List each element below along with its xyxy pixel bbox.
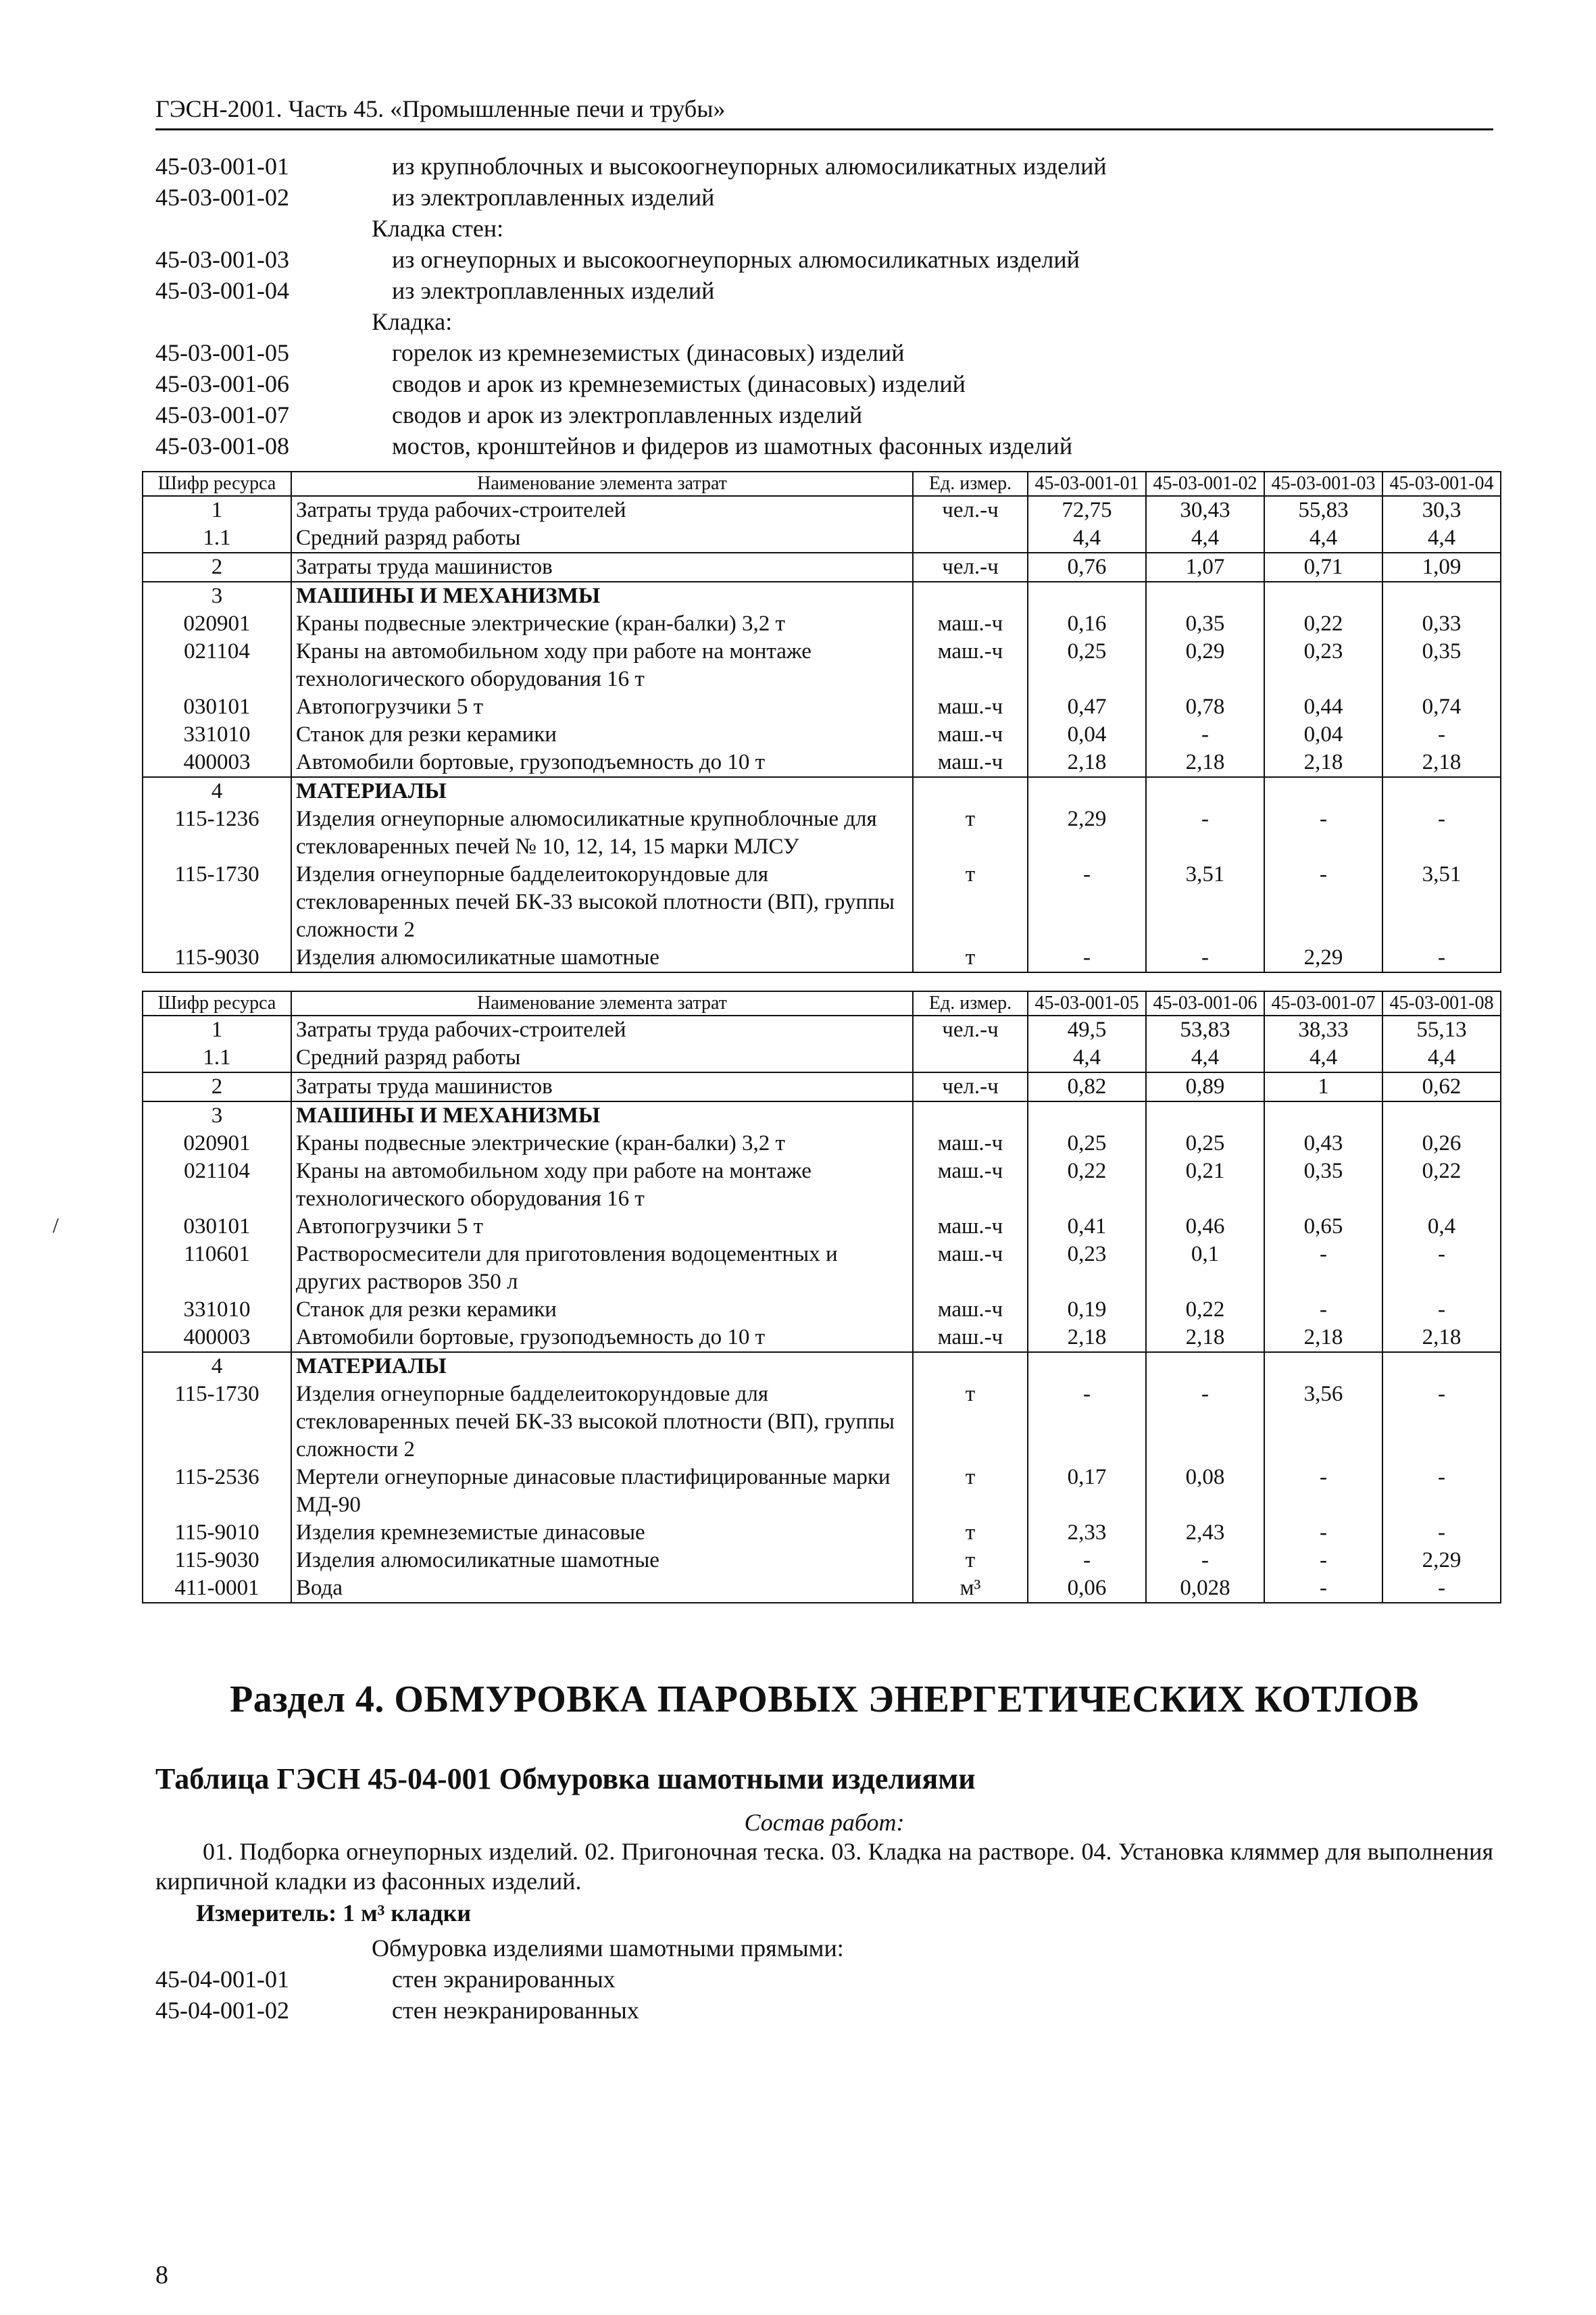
value-cell: - [1264, 861, 1382, 944]
norm-text: из электроплавленных изделий [392, 277, 715, 304]
value-cell: 0,22 [1146, 1296, 1264, 1324]
norm-code: 45-04-001-01 [155, 1966, 289, 1993]
value-cell: 2,18 [1264, 749, 1382, 777]
norm-code [155, 213, 372, 244]
value-cell: 0,22 [1382, 1158, 1501, 1213]
value-cell: - [1264, 1241, 1382, 1296]
cost-name-cell: Изделия огнеупорные бадделеитокорундовые для стекловаренных печей БК-33 высокой плотности (ВП), группы сложности 2 [291, 1380, 913, 1464]
table-row [143, 1072, 1501, 1101]
code-line [155, 1995, 1493, 2026]
resource-code-cell: 4 [143, 1352, 291, 1380]
table-row [143, 944, 1501, 972]
value-cell: - [1146, 721, 1264, 749]
value-cell: 0,35 [1382, 638, 1501, 693]
cost-name-cell: Изделия алюмосиликатные шамотные [291, 1547, 913, 1574]
norm-text: горелок из кремнеземистых (динасовых) изделий [392, 339, 905, 366]
value-cell: - [1382, 1380, 1501, 1464]
cost-name-cell: Мертели огнеупорные динасовые пластифицированные марки МД-90 [291, 1464, 913, 1519]
table-row [143, 610, 1501, 638]
table-row [143, 805, 1501, 861]
table-row [143, 1574, 1501, 1603]
table-row [143, 777, 1501, 805]
cost-name-cell: Затраты труда рабочих-строителей [291, 1016, 913, 1044]
value-cell: 0,25 [1028, 1130, 1146, 1158]
cost-name-cell: Автопогрузчики 5 т [291, 1213, 913, 1241]
value-cell: - [1382, 721, 1501, 749]
norm-code: 45-03-001-03 [155, 246, 289, 273]
page-number: 8 [155, 2261, 168, 2289]
value-cell [1382, 1352, 1501, 1380]
value-cell: 0,41 [1028, 1213, 1146, 1241]
value-cell: 0,47 [1028, 693, 1146, 721]
col-header-norm: 45-03-001-05 [1028, 991, 1146, 1016]
value-cell: 0,82 [1028, 1072, 1146, 1101]
value-cell: 2,18 [1146, 749, 1264, 777]
value-cell: - [1264, 1464, 1382, 1519]
stray-mark: / [53, 1213, 59, 1237]
value-cell: 0,35 [1146, 610, 1264, 638]
col-header-resource: Шифр ресурса [143, 991, 291, 1016]
unit-cell: маш.-ч [913, 1324, 1028, 1352]
norm-text: стен неэкранированных [392, 1997, 639, 2024]
col-header-norm: 45-03-001-06 [1146, 991, 1264, 1016]
value-cell: 0,44 [1264, 693, 1382, 721]
col-header-norm: 45-03-001-04 [1382, 472, 1501, 496]
cost-name-cell: Средний разряд работы [291, 1044, 913, 1072]
value-cell: 55,13 [1382, 1016, 1501, 1044]
value-cell: 2,18 [1382, 1324, 1501, 1352]
table-row [143, 1158, 1501, 1213]
unit-cell: чел.-ч [913, 496, 1028, 524]
unit-cell: чел.-ч [913, 1016, 1028, 1044]
unit-cell [913, 1044, 1028, 1072]
table-row [143, 582, 1501, 610]
value-cell: 4,4 [1028, 1044, 1146, 1072]
resource-code-cell: 2 [143, 1072, 291, 1101]
col-header-name: Наименование элемента затрат [291, 472, 913, 496]
cost-name-cell: МАТЕРИАЛЫ [291, 777, 913, 805]
value-cell: 0,46 [1146, 1213, 1264, 1241]
section-title: Раздел 4. ОБМУРОВКА ПАРОВЫХ ЭНЕРГЕТИЧЕСКИХ КОТЛОВ [230, 1678, 1419, 1720]
value-cell [1028, 1101, 1146, 1130]
value-cell [1382, 1101, 1501, 1130]
resource-code-cell: 021104 [143, 1158, 291, 1213]
col-header-resource: Шифр ресурса [143, 472, 291, 496]
cost-name-cell: Автомобили бортовые, грузоподъемность до 10 т [291, 1324, 913, 1352]
value-cell: - [1146, 805, 1264, 861]
value-cell: 0,22 [1028, 1158, 1146, 1213]
value-cell: 0,78 [1146, 693, 1264, 721]
value-cell: 0,23 [1264, 638, 1382, 693]
cost-name-cell: МАТЕРИАЛЫ [291, 1352, 913, 1380]
table-row [143, 721, 1501, 749]
table-row [143, 1130, 1501, 1158]
code-heading [155, 1933, 1493, 1964]
col-header-norm: 45-03-001-01 [1028, 472, 1146, 496]
value-cell: - [1146, 944, 1264, 972]
value-cell: 3,51 [1382, 861, 1501, 944]
norm-code: 45-04-001-02 [155, 1997, 289, 2024]
unit-cell [913, 777, 1028, 805]
value-cell: 53,83 [1146, 1016, 1264, 1044]
value-cell [1146, 1101, 1264, 1130]
value-cell: 0,22 [1264, 610, 1382, 638]
resource-code-cell: 3 [143, 582, 291, 610]
code-heading-text: Обмуровка изделиями шамотными прямыми: [372, 1935, 844, 1962]
value-cell: 4,4 [1382, 524, 1501, 553]
col-header-unit: Ед. измер. [913, 991, 1028, 1016]
value-cell: 0,04 [1264, 721, 1382, 749]
value-cell: - [1264, 805, 1382, 861]
value-cell: 0,028 [1146, 1574, 1264, 1603]
unit-cell [913, 582, 1028, 610]
code-line [155, 182, 1493, 213]
value-cell: 0,4 [1382, 1213, 1501, 1241]
value-cell: 2,18 [1028, 749, 1146, 777]
value-cell: 30,43 [1146, 496, 1264, 524]
value-cell: 0,25 [1146, 1130, 1264, 1158]
col-header-name: Наименование элемента затрат [291, 991, 913, 1016]
cost-name-cell: Затраты труда рабочих-строителей [291, 496, 913, 524]
value-cell [1382, 582, 1501, 610]
value-cell: 1 [1264, 1072, 1382, 1101]
value-cell: 2,29 [1028, 805, 1146, 861]
resource-code-cell: 331010 [143, 1296, 291, 1324]
value-cell: 2,29 [1382, 1547, 1501, 1574]
value-cell: 2,18 [1382, 749, 1501, 777]
value-cell: 0,06 [1028, 1574, 1146, 1603]
value-cell [1146, 582, 1264, 610]
norm-text: стен экранированных [392, 1966, 616, 1993]
table-row [143, 1101, 1501, 1130]
value-cell: 0,23 [1028, 1241, 1146, 1296]
resource-code-cell: 400003 [143, 1324, 291, 1352]
resource-code-cell: 115-1730 [143, 861, 291, 944]
value-cell: 3,56 [1264, 1380, 1382, 1464]
value-cell: 0,29 [1146, 638, 1264, 693]
unit-cell: т [913, 805, 1028, 861]
meter-label: Измеритель: 1 м³ кладки [196, 1899, 472, 1926]
code-heading [155, 306, 1493, 337]
value-cell: - [1028, 861, 1146, 944]
cost-name-cell: Изделия огнеупорные бадделеитокорундовые для стекловаренных печей БК-33 высокой плотности (ВП), группы сложности 2 [291, 861, 913, 944]
resource-code-cell: 3 [143, 1101, 291, 1130]
value-cell: - [1264, 1574, 1382, 1603]
unit-cell: т [913, 1464, 1028, 1519]
value-cell: 2,33 [1028, 1519, 1146, 1547]
value-cell: 4,4 [1028, 524, 1146, 553]
value-cell: 4,4 [1264, 1044, 1382, 1072]
code-line [155, 368, 1493, 399]
resource-code-cell: 115-9030 [143, 1547, 291, 1574]
document-page [155, 95, 1493, 2026]
cost-name-cell: Затраты труда машинистов [291, 1072, 913, 1101]
unit-cell: маш.-ч [913, 610, 1028, 638]
value-cell [1146, 777, 1264, 805]
unit-cell [913, 524, 1028, 553]
norm-text: сводов и арок из электроплавленных изделий [392, 401, 863, 428]
value-cell [1146, 1352, 1264, 1380]
value-cell: 0,43 [1264, 1130, 1382, 1158]
table-row [143, 1519, 1501, 1547]
value-cell: 0,17 [1028, 1464, 1146, 1519]
value-cell: 4,4 [1382, 1044, 1501, 1072]
value-cell: - [1264, 1547, 1382, 1574]
code-line [155, 244, 1493, 275]
resource-code-cell: 115-2536 [143, 1464, 291, 1519]
value-cell: 0,76 [1028, 553, 1146, 582]
resource-code-cell: 030101 [143, 693, 291, 721]
cost-name-cell: Изделия кремнеземистые динасовые [291, 1519, 913, 1547]
resource-code-cell: 1.1 [143, 524, 291, 553]
resource-code-cell: 020901 [143, 610, 291, 638]
value-cell: - [1146, 1380, 1264, 1464]
unit-cell: маш.-ч [913, 1296, 1028, 1324]
table-row [143, 1380, 1501, 1464]
value-cell: - [1382, 1574, 1501, 1603]
value-cell: - [1382, 805, 1501, 861]
resource-code-cell: 115-9010 [143, 1519, 291, 1547]
cost-name-cell: Краны на автомобильном ходу при работе на монтаже технологического оборудования 16 т [291, 638, 913, 693]
unit-cell [913, 1101, 1028, 1130]
cost-name-cell: Станок для резки керамики [291, 721, 913, 749]
norm-text: из огнеупорных и высокоогнеупорных алюмосиликатных изделий [392, 246, 1080, 273]
code-heading-text: Кладка: [372, 308, 453, 335]
works-title: Состав работ: [744, 1809, 905, 1836]
value-cell: 0,74 [1382, 693, 1501, 721]
resource-code-cell: 021104 [143, 638, 291, 693]
value-cell [1028, 1352, 1146, 1380]
value-cell: 0,04 [1028, 721, 1146, 749]
value-cell [1264, 1352, 1382, 1380]
value-cell [1264, 1101, 1382, 1130]
col-header-norm: 45-03-001-08 [1382, 991, 1501, 1016]
value-cell [1264, 777, 1382, 805]
value-cell: 0,25 [1028, 638, 1146, 693]
norm-text: мостов, кронштейнов и фидеров из шамотных фасонных изделий [392, 432, 1073, 459]
table-header-row [143, 991, 1501, 1016]
resource-code-cell: 1 [143, 1016, 291, 1044]
cost-name-cell: Автомобили бортовые, грузоподъемность до 10 т [291, 749, 913, 777]
table-title: Таблица ГЭСН 45-04-001 Обмуровка шамотными изделиями [155, 1762, 976, 1795]
unit-cell: маш.-ч [913, 638, 1028, 693]
value-cell: 1,07 [1146, 553, 1264, 582]
table-row [143, 1464, 1501, 1519]
norm-text: из крупноблочных и высокоогнеупорных алюмосиликатных изделий [392, 153, 1107, 180]
table-row [143, 1296, 1501, 1324]
table-row [143, 1016, 1501, 1044]
value-cell: - [1382, 1241, 1501, 1296]
cost-name-cell: МАШИНЫ И МЕХАНИЗМЫ [291, 582, 913, 610]
value-cell [1264, 582, 1382, 610]
value-cell: 2,18 [1264, 1324, 1382, 1352]
resource-code-cell: 2 [143, 553, 291, 582]
value-cell: 0,16 [1028, 610, 1146, 638]
table-row [143, 496, 1501, 524]
unit-cell: м³ [913, 1574, 1028, 1603]
value-cell: - [1382, 1519, 1501, 1547]
running-header: ГЭСН-2001. Часть 45. «Промышленные печи и трубы» [155, 95, 1493, 130]
norm-code: 45-03-001-06 [155, 370, 289, 397]
resource-table-1 [142, 471, 1501, 973]
cost-name-cell: Краны подвесные электрические (кран-балки) 3,2 т [291, 1130, 913, 1158]
value-cell: 4,4 [1146, 524, 1264, 553]
norm-code: 45-03-001-08 [155, 432, 289, 459]
unit-cell [913, 1352, 1028, 1380]
unit-cell: т [913, 944, 1028, 972]
table-row [143, 749, 1501, 777]
table-row [143, 638, 1501, 693]
value-cell [1028, 777, 1146, 805]
code-heading-text: Кладка стен: [372, 215, 504, 242]
value-cell: 49,5 [1028, 1016, 1146, 1044]
table-row [143, 693, 1501, 721]
value-cell: - [1028, 1380, 1146, 1464]
table-row [143, 524, 1501, 553]
unit-cell: маш.-ч [913, 721, 1028, 749]
norm-code-list [155, 151, 1493, 462]
cost-name-cell: МАШИНЫ И МЕХАНИЗМЫ [291, 1101, 913, 1130]
code-line [155, 1964, 1493, 1995]
value-cell: - [1382, 944, 1501, 972]
resource-code-cell: 331010 [143, 721, 291, 749]
works-text: 01. Подборка огнеупорных изделий. 02. Пригоночная теска. 03. Кладка на растворе. 04. Установка кляммер для выполнения кирпичной кладки из фасонных изделий. [155, 1838, 1493, 1895]
col-header-norm: 45-03-001-02 [1146, 472, 1264, 496]
unit-cell: маш.-ч [913, 1213, 1028, 1241]
value-cell: 38,33 [1264, 1016, 1382, 1044]
value-cell: - [1382, 1296, 1501, 1324]
col-header-norm: 45-03-001-03 [1264, 472, 1382, 496]
value-cell: 0,33 [1382, 610, 1501, 638]
resource-code-cell: 4 [143, 777, 291, 805]
value-cell: 2,43 [1146, 1519, 1264, 1547]
table-row [143, 553, 1501, 582]
value-cell: 30,3 [1382, 496, 1501, 524]
value-cell: 0,65 [1264, 1213, 1382, 1241]
col-header-unit: Ед. измер. [913, 472, 1028, 496]
norm-text: из электроплавленных изделий [392, 184, 715, 211]
value-cell: - [1382, 1464, 1501, 1519]
cost-name-cell: Станок для резки керамики [291, 1296, 913, 1324]
cost-name-cell: Изделия алюмосиликатные шамотные [291, 944, 913, 972]
value-cell: 0,71 [1264, 553, 1382, 582]
resource-code-cell: 020901 [143, 1130, 291, 1158]
unit-cell: маш.-ч [913, 1158, 1028, 1213]
value-cell: 2,29 [1264, 944, 1382, 972]
value-cell: - [1264, 1519, 1382, 1547]
value-cell: 0,21 [1146, 1158, 1264, 1213]
resource-code-cell: 400003 [143, 749, 291, 777]
resource-code-cell: 115-9030 [143, 944, 291, 972]
value-cell [1028, 582, 1146, 610]
unit-cell: чел.-ч [913, 553, 1028, 582]
value-cell: 1,09 [1382, 553, 1501, 582]
value-cell: - [1028, 1547, 1146, 1574]
value-cell: 72,75 [1028, 496, 1146, 524]
unit-cell: чел.-ч [913, 1072, 1028, 1101]
value-cell: 2,18 [1146, 1324, 1264, 1352]
code-line [155, 399, 1493, 430]
unit-cell: т [913, 861, 1028, 944]
code-line [155, 151, 1493, 182]
unit-cell: маш.-ч [913, 1130, 1028, 1158]
norm-code: 45-03-001-07 [155, 401, 289, 428]
norm-text: сводов и арок из кремнеземистых (динасовых) изделий [392, 370, 966, 397]
value-cell: 0,62 [1382, 1072, 1501, 1101]
cost-name-cell: Автопогрузчики 5 т [291, 693, 913, 721]
value-cell: - [1028, 944, 1146, 972]
table-row [143, 861, 1501, 944]
norm-code: 45-03-001-05 [155, 339, 289, 366]
norm-code [155, 306, 372, 337]
table-row [143, 1547, 1501, 1574]
unit-cell: маш.-ч [913, 693, 1028, 721]
value-cell: - [1146, 1547, 1264, 1574]
resource-code-cell: 1 [143, 496, 291, 524]
value-cell: 55,83 [1264, 496, 1382, 524]
unit-cell: маш.-ч [913, 1241, 1028, 1296]
cost-name-cell: Растворосмесители для приготовления водоцементных и других растворов 350 л [291, 1241, 913, 1296]
table-row [143, 1213, 1501, 1241]
unit-cell: т [913, 1380, 1028, 1464]
cost-name-cell: Затраты труда машинистов [291, 553, 913, 582]
value-cell: 0,89 [1146, 1072, 1264, 1101]
value-cell: 3,51 [1146, 861, 1264, 944]
resource-code-cell: 115-1730 [143, 1380, 291, 1464]
table-row [143, 1352, 1501, 1380]
resource-code-cell: 1.1 [143, 1044, 291, 1072]
table-row [143, 1044, 1501, 1072]
cost-name-cell: Краны подвесные электрические (кран-балки) 3,2 т [291, 610, 913, 638]
cost-name-cell: Изделия огнеупорные алюмосиликатные крупноблочные для стекловаренных печей № 10, 12, 14, 15 марки МЛСУ [291, 805, 913, 861]
value-cell: 2,18 [1028, 1324, 1146, 1352]
value-cell: 4,4 [1146, 1044, 1264, 1072]
cost-name-cell: Краны на автомобильном ходу при работе на монтаже технологического оборудования 16 т [291, 1158, 913, 1213]
unit-cell: т [913, 1547, 1028, 1574]
unit-cell: т [913, 1519, 1028, 1547]
norm-code: 45-03-001-01 [155, 153, 289, 180]
norm-code: 45-03-001-02 [155, 184, 289, 211]
cost-name-cell: Вода [291, 1574, 913, 1603]
cost-name-cell: Средний разряд работы [291, 524, 913, 553]
bottom-code-list [155, 1933, 1493, 2026]
resource-code-cell: 030101 [143, 1213, 291, 1241]
resource-code-cell: 110601 [143, 1241, 291, 1296]
code-heading [155, 213, 1493, 244]
resource-table-2 [142, 991, 1501, 1603]
unit-cell: маш.-ч [913, 749, 1028, 777]
table-row [143, 1324, 1501, 1352]
value-cell: 0,1 [1146, 1241, 1264, 1296]
code-line [155, 337, 1493, 368]
norm-code: 45-03-001-04 [155, 277, 289, 304]
value-cell: 4,4 [1264, 524, 1382, 553]
value-cell [1382, 777, 1501, 805]
value-cell: 0,08 [1146, 1464, 1264, 1519]
value-cell: - [1264, 1296, 1382, 1324]
value-cell: 0,26 [1382, 1130, 1501, 1158]
resource-code-cell: 115-1236 [143, 805, 291, 861]
code-line [155, 275, 1493, 306]
table-header-row [143, 472, 1501, 496]
resource-code-cell: 411-0001 [143, 1574, 291, 1603]
value-cell: 0,19 [1028, 1296, 1146, 1324]
code-line [155, 430, 1493, 462]
value-cell: 0,35 [1264, 1158, 1382, 1213]
table-row [143, 1241, 1501, 1296]
col-header-norm: 45-03-001-07 [1264, 991, 1382, 1016]
